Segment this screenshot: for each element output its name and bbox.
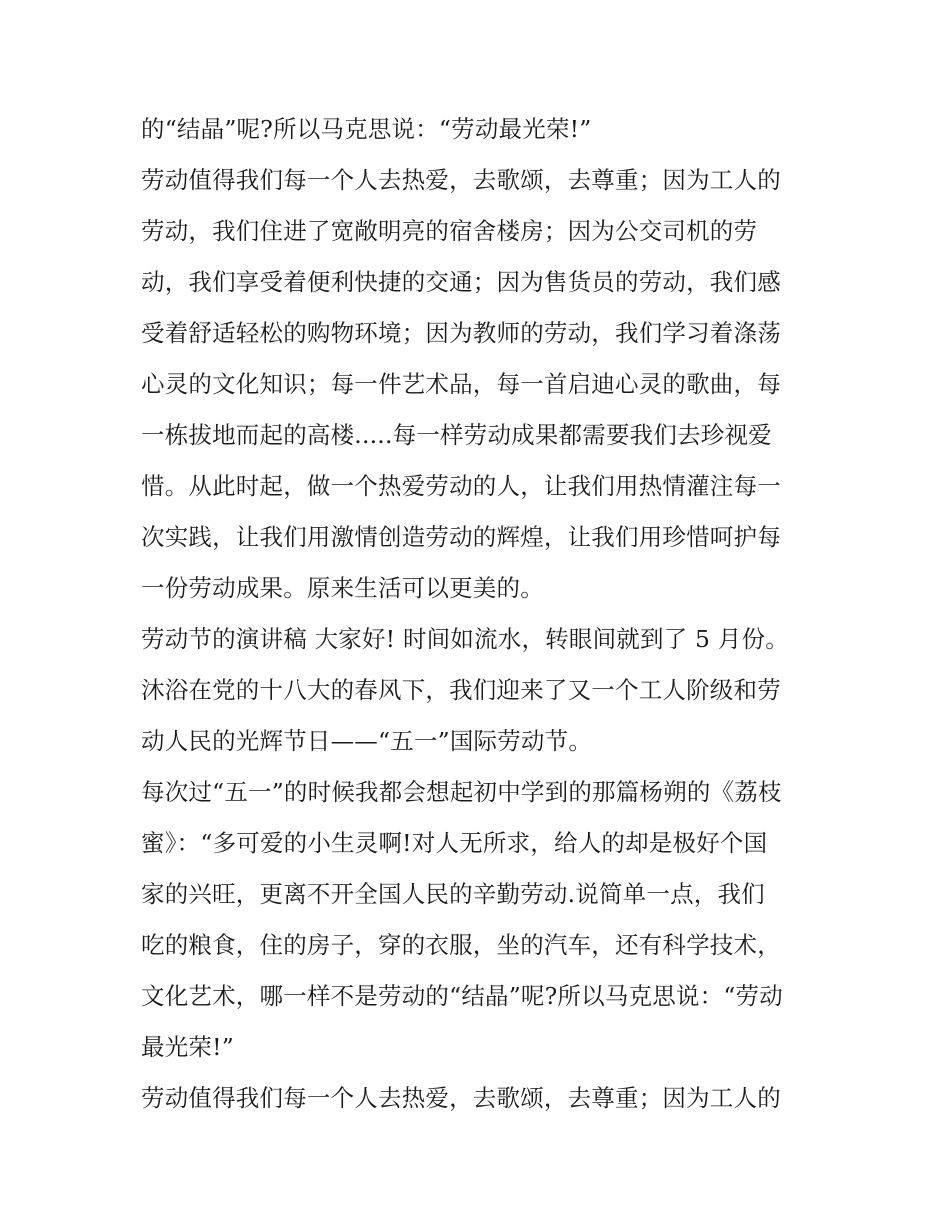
text-line: 的“结晶”呢?所以马克思说：“劳动最光荣!” <box>141 115 592 143</box>
text-line: 次实践，让我们用激情创造劳动的辉煌，让我们用珍惜呵护每 <box>141 523 781 551</box>
text-line: 一份劳动成果。原来生活可以更美的。 <box>141 574 544 602</box>
text-line: 家的兴旺，更离不开全国人民的辛勤劳动.说简单一点，我们 <box>141 880 765 908</box>
text-line: 一栋拔地而起的高楼.....每一样劳动成果都需要我们去珍视爱 <box>141 421 772 449</box>
text-line: 每次过“五一”的时候我都会想起初中学到的那篇杨朔的《荔枝 <box>141 778 782 806</box>
text-line: 文化艺术，哪一样不是劳动的“结晶”呢?所以马克思说：“劳动 <box>141 982 783 1010</box>
text-line: 沐浴在党的十八大的春风下，我们迎来了又一个工人阶级和劳 <box>141 676 781 704</box>
text-line: 蜜》：“多可爱的小生灵啊!对人无所求，给人的却是极好个国 <box>141 829 768 857</box>
text-line: 最光荣!” <box>141 1033 234 1061</box>
text-line: 劳动值得我们每一个人去热爱，去歌颂，去尊重；因为工人的 <box>141 1084 781 1112</box>
text-line: 劳动，我们住进了宽敞明亮的宿舍楼房；因为公交司机的劳 <box>141 217 758 245</box>
text-line: 吃的粮食，住的房子，穿的衣服，坐的汽车，还有科学技术， <box>141 931 781 959</box>
text-line: 动人民的光辉节日——“五一”国际劳动节。 <box>141 727 593 755</box>
text-line: 心灵的文化知识；每一件艺术品，每一首启迪心灵的歌曲，每 <box>141 370 781 398</box>
text-line: 劳动节的演讲稿 大家好! 时间如流水，转眼间就到了 5 月份。 <box>141 625 789 653</box>
document-body <box>141 104 821 1124</box>
text-line: 惜。从此时起，做一个热爱劳动的人，让我们用热情灌注每一 <box>141 472 781 500</box>
text-line: 受着舒适轻松的购物环境；因为教师的劳动，我们学习着涤荡 <box>141 319 781 347</box>
text-line: 劳动值得我们每一个人去热爱，去歌颂，去尊重；因为工人的 <box>141 166 781 194</box>
text-line: 动，我们享受着便利快捷的交通；因为售货员的劳动，我们感 <box>141 268 781 296</box>
